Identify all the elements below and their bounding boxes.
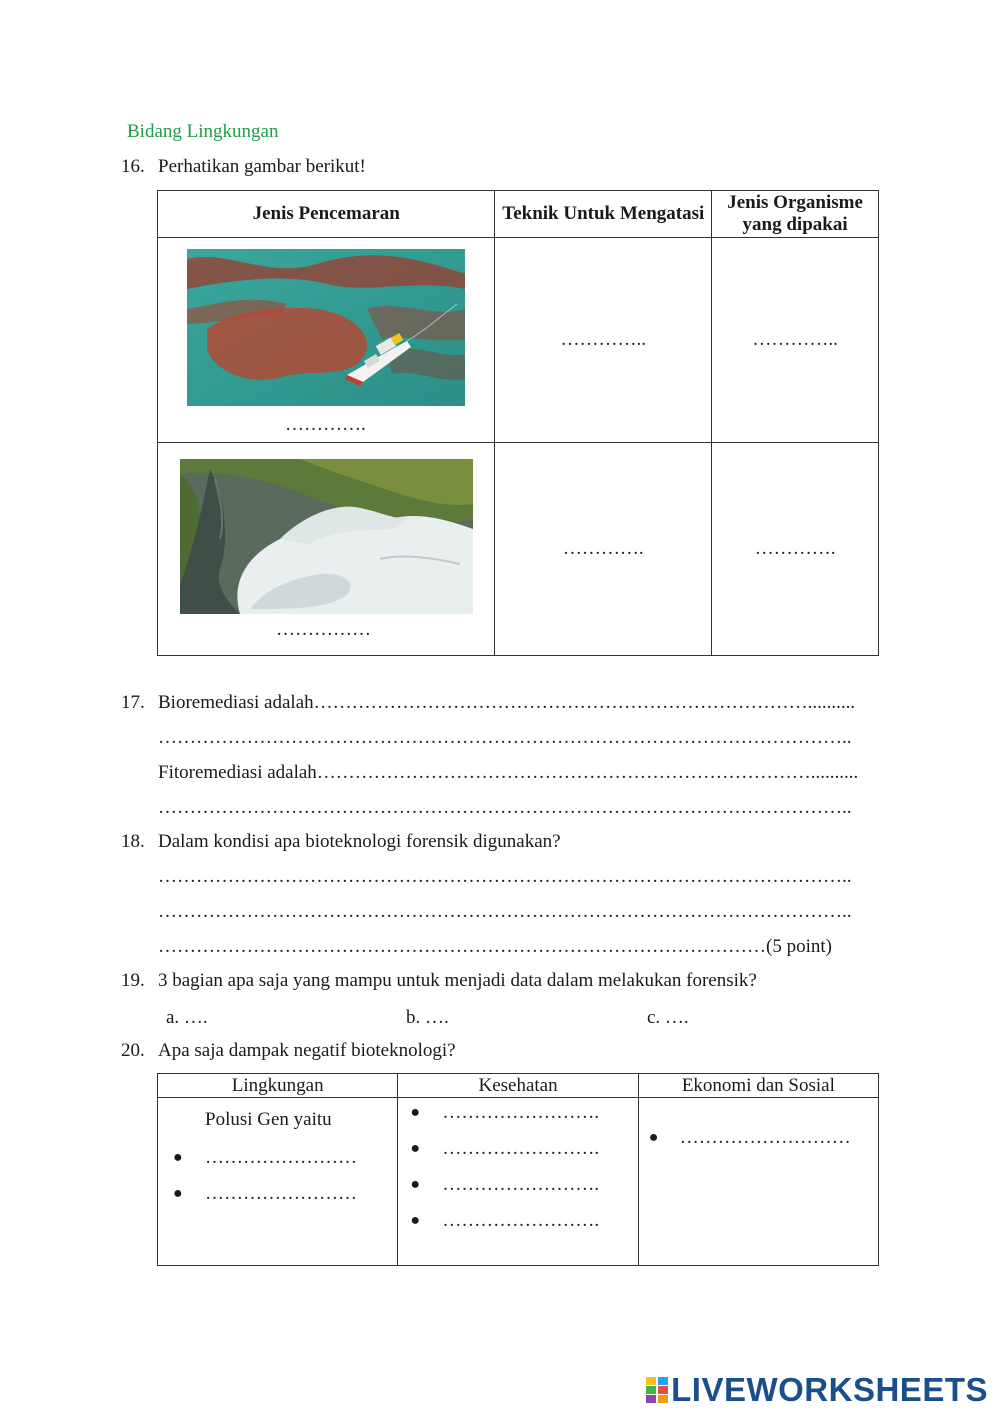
option-b[interactable]: b. …. [406, 1007, 449, 1028]
pollution-caption: …………. [285, 414, 366, 435]
answer-blank[interactable]: ………….. [560, 329, 647, 350]
lingkungan-intro: Polusi Gen yaitu [205, 1109, 332, 1130]
answer-line[interactable]: ……………………………………………………………………………………………….. [158, 866, 852, 887]
answer-line[interactable]: ……………………………………………………………………………………………….. [158, 901, 852, 922]
option-c[interactable]: c. …. [647, 1007, 689, 1028]
answer-line[interactable]: ……………………………………………………………………………………………….. [158, 727, 852, 748]
question-number: 20. [121, 1040, 145, 1061]
option-a[interactable]: a. …. [166, 1007, 208, 1028]
answer-line[interactable]: ……………………………………………………………………………………………….. [158, 797, 852, 818]
lingkungan-cell [158, 1098, 398, 1266]
answer-blank[interactable]: ………….. [752, 329, 838, 350]
bullet: ● [410, 1212, 421, 1229]
bullet: ● [173, 1185, 183, 1202]
answer-blank[interactable]: …………………… [205, 1147, 357, 1168]
organism-cell [712, 238, 879, 443]
answer-blank[interactable]: ……………………. [442, 1102, 600, 1123]
organism-cell [712, 443, 879, 656]
question-number: 17. [121, 692, 145, 713]
liveworksheets-icon [646, 1377, 668, 1403]
answer-blank[interactable]: ……………………. [442, 1138, 600, 1159]
table-row [158, 1098, 879, 1266]
answer-blank[interactable]: ……………………. [442, 1174, 600, 1195]
answer-line[interactable]: ……………………………………………………………………………………(5 point) [158, 936, 832, 957]
table-header: Jenis Pencemaran [158, 191, 495, 238]
table-header: Teknik Untuk Mengatasi [495, 191, 712, 238]
question-text: Apa saja dampak negatif bioteknologi? [158, 1040, 456, 1061]
table-header: Jenis Organisme yang dipakai [712, 191, 879, 238]
question-number: 16. [121, 156, 145, 177]
kesehatan-cell [398, 1098, 638, 1266]
bullet: ● [173, 1149, 183, 1166]
answer-line[interactable]: Fitoremediasi adalah…………………………………………………………………….......... [158, 762, 859, 783]
table-row [158, 238, 879, 443]
question-number: 18. [121, 831, 145, 852]
pollution-table [157, 190, 879, 656]
section-title: Bidang Lingkungan [127, 121, 279, 142]
answer-blank[interactable]: …………. [562, 538, 644, 559]
technique-cell [495, 238, 712, 443]
foam-polluted-river-photo [180, 459, 473, 614]
question-text: Perhatikan gambar berikut! [158, 156, 366, 177]
bullet: ● [410, 1104, 421, 1121]
impact-table [157, 1073, 879, 1266]
table-header: Kesehatan [398, 1074, 638, 1098]
ekonomi-cell [638, 1098, 878, 1266]
question-number: 19. [121, 970, 145, 991]
answer-blank[interactable]: ……………………… [679, 1127, 851, 1148]
pollution-caption: …………… [276, 619, 371, 640]
answer-line[interactable]: Bioremediasi adalah…………………………………………………………………….......... [158, 692, 856, 713]
question-text: Dalam kondisi apa bioteknologi forensik digunakan? [158, 831, 561, 852]
pollution-image-cell [158, 443, 495, 656]
table-header-row [158, 191, 879, 238]
pollution-image-cell [158, 238, 495, 443]
answer-blank[interactable]: …………………… [205, 1183, 357, 1204]
table-header: Lingkungan [158, 1074, 398, 1098]
liveworksheets-logo [646, 1372, 988, 1408]
answer-blank[interactable]: ……………………. [442, 1210, 600, 1231]
table-header-row [158, 1074, 879, 1098]
answer-blank[interactable]: …………. [754, 538, 836, 559]
bullet: ● [648, 1129, 659, 1146]
table-row [158, 443, 879, 656]
technique-cell [495, 443, 712, 656]
bullet: ● [410, 1176, 421, 1193]
bullet: ● [410, 1140, 421, 1157]
table-header: Ekonomi dan Sosial [638, 1074, 878, 1098]
brand-name: LIVEWORKSHEETS [671, 1371, 988, 1408]
oil-spill-photo [187, 249, 465, 406]
question-text: 3 bagian apa saja yang mampu untuk menjadi data dalam melakukan forensik? [158, 970, 757, 991]
